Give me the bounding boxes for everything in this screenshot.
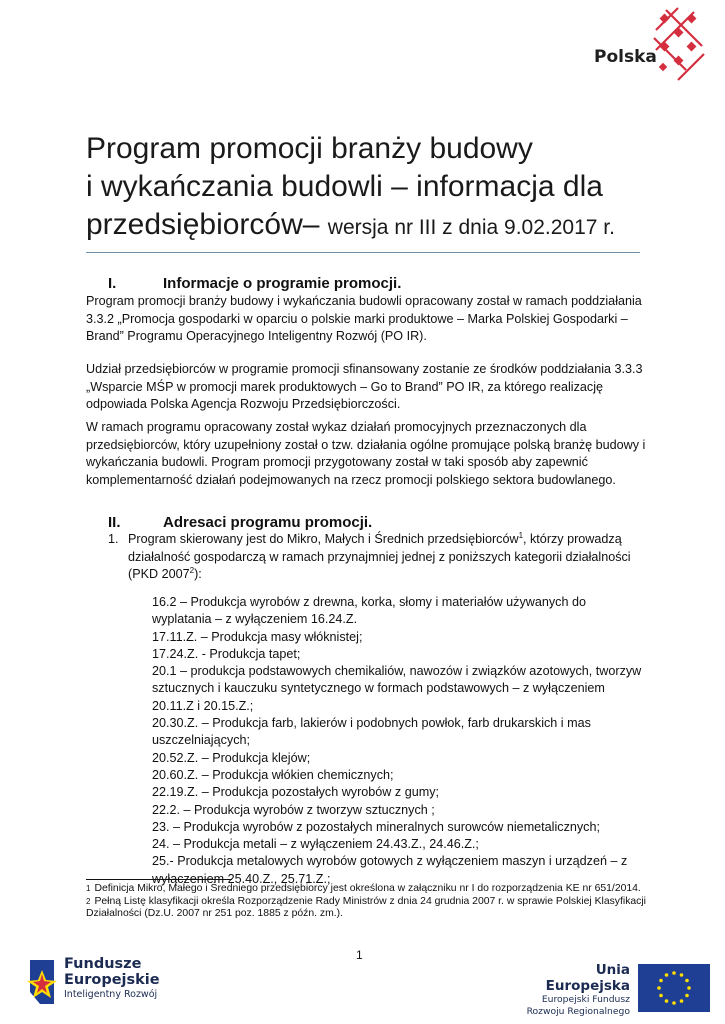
list-item: 20.1 – produkcja podstawowych chemikaliów, nawozów i związków azotowych, tworzyw sztucznych i kauczuku syntetycznego w formach podstawowych – z wyłączeniem 20.11.Z i 20.15.Z.;	[152, 664, 642, 713]
footnote-mark: 2	[86, 896, 91, 906]
list-item: 17.11.Z. – Produkcja masy włóknistej;	[152, 629, 363, 644]
section-2-number: II.	[108, 514, 121, 531]
eu-star	[680, 973, 684, 977]
fundusze-europejskie-logo	[24, 950, 204, 1014]
eu-star	[672, 971, 676, 975]
item-text-b: , którzy prowadzą działalność gospodarczą w ramach przynajmniej jednej z poniższych kategorii działalności (PKD 2007	[128, 532, 631, 581]
footnote-divider	[86, 879, 232, 880]
fe-line-1: Fundusze	[64, 956, 142, 972]
footnote-1	[86, 883, 646, 896]
footnote-mark: 1	[86, 884, 91, 893]
footnote-2	[86, 896, 646, 921]
pkd-category-list	[152, 594, 642, 888]
eu-star	[685, 994, 689, 998]
section-2-heading	[108, 514, 372, 531]
polska-logo	[588, 4, 714, 90]
footnote-ref-2[interactable]: 2	[189, 565, 195, 575]
eu-star	[659, 979, 663, 983]
ue-line-2: Europejski Fundusz	[541, 994, 630, 1005]
fundusze-text	[64, 956, 160, 1002]
list-item: 20.52.Z. – Produkcja klejów;	[152, 750, 311, 765]
eu-star	[665, 973, 669, 977]
title-version: wersja nr III z dnia 9.02.2017 r.	[327, 216, 615, 239]
list-item: 22.19.Z. – Produkcja pozostałych wyrobów z gumy;	[152, 785, 439, 800]
section-1-heading	[108, 275, 401, 292]
eu-star	[680, 999, 684, 1003]
footnote-text: Definicja Mikro, Małego i Średniego przedsiębiorcy jest określona w załączniku nr I do rozporządzenia KE nr 651/2014.	[94, 883, 641, 894]
page-number: 1	[356, 948, 363, 962]
list-item: 20.30.Z. – Produkcja farb, lakierów i podobnych powłok, farb drukarskich i mas uszczelniających;	[152, 716, 591, 748]
section-1-paragraph-1: Program promocji branży budowy i wykańczania budowli opracowany został w ramach poddziałania 3.3.2 „Promocja gospodarki w oparciu o polskie marki produktowe – Marka Polskiej Gospodarki – Brand” Programu Operacyjnego Inteligentny Rozwój (PO IR).	[86, 294, 642, 343]
title-line-1: Program promocji branży budowy	[86, 132, 533, 165]
polska-logo-text: Polska	[594, 47, 657, 67]
title-divider	[86, 252, 640, 253]
fe-line-2: Europejskie	[64, 972, 160, 988]
list-item-body	[128, 531, 633, 584]
list-item: 20.60.Z. – Produkcja włókien chemicznych;	[152, 767, 394, 782]
eu-star	[672, 1001, 676, 1005]
list-item: 17.24.Z. - Produkcja tapet;	[152, 646, 301, 661]
section-1-paragraph-3: W ramach programu opracowany został wykaz działań promocyjnych przeznaczonych dla przedsiębiorców, który uzupełniony został o tzw. działania ogólne promujące polską branżę budowy i wykańczania budowli. Program promocji przygotowany został w taki sposób aby zapewnić komplementarność działań podejmowanych na rzecz promocji polskiego sektora budowlanego.	[86, 420, 646, 487]
list-item: 23. – Produkcja wyrobów z pozostałych mineralnych surowców niemetalicznych;	[152, 819, 600, 834]
eu-star	[659, 994, 663, 998]
title-line-3	[86, 206, 686, 247]
eu-star	[665, 999, 669, 1003]
section-1-title: Informacje o programie promocji.	[163, 275, 402, 292]
eu-star	[685, 979, 689, 983]
section-2-title: Adresaci programu promocji.	[163, 514, 373, 531]
ue-line-1: Unia Europejska	[545, 962, 630, 994]
list-item: 16.2 – Produkcja wyrobów z drewna, korka, słomy i materiałów używanych do wyplatania – z wyłączeniem 16.24.Z.	[152, 595, 586, 627]
eu-star	[657, 986, 661, 990]
section-1-number: I.	[108, 275, 117, 292]
item-text-a: Program skierowany jest do Mikro, Małych i Średnich przedsiębiorców	[128, 532, 519, 546]
list-item: 22.2. – Produkcja wyrobów z tworzyw sztucznych ;	[152, 802, 435, 817]
title-line-3-main: przedsiębiorców–	[86, 208, 320, 241]
fe-line-3: Inteligentny Rozwój	[64, 989, 158, 1000]
item-text-c: ):	[194, 567, 202, 581]
eu-star	[687, 986, 691, 990]
list-marker: 1.	[108, 532, 119, 546]
title-line-2: i wykańczania budowli – informacja dla	[86, 170, 603, 203]
footnote-text: Pełną Listę klasyfikacji określa Rozporządzenie Rady Ministrów z dnia 24 grudnia 2007 r. w sprawie Polskiej Klasyfikacji Działalności (Dz.U. 2007 nr 251 poz. 1885 z późn. zm.).	[86, 895, 646, 920]
list-item: 24. – Produkcja metali – z wyłączeniem 24.43.Z., 24.46.Z.;	[152, 837, 479, 852]
eu-flag-icon	[638, 964, 710, 1012]
unia-europejska-logo	[514, 962, 714, 1017]
ue-text	[514, 962, 630, 1018]
document-title	[86, 130, 686, 247]
footnote-ref-1[interactable]: 1	[518, 530, 524, 540]
ue-line-3: Rozwoju Regionalnego	[526, 1006, 630, 1017]
section-2-list-item-1	[108, 531, 633, 584]
section-1-paragraph-2: Udział przedsiębiorców w programie promocji sfinansowany zostanie ze środków poddziałania 3.3.3 „Wsparcie MŚP w promocji marek produktowych – Go to Brand” PO IR, za którego realizację odpowiada Polska Agencja Rozwoju Przedsiębiorczości.	[86, 362, 643, 411]
fundusze-star-icon	[24, 952, 60, 1012]
polska-pattern-icon	[648, 4, 708, 84]
list-item: 25.- Produkcja metalowych wyrobów gotowych z wyłączeniem maszyn i urządzeń – z wyłączeniem 25.40.Z., 25.71.Z.;	[152, 854, 628, 886]
footnotes	[86, 883, 646, 921]
